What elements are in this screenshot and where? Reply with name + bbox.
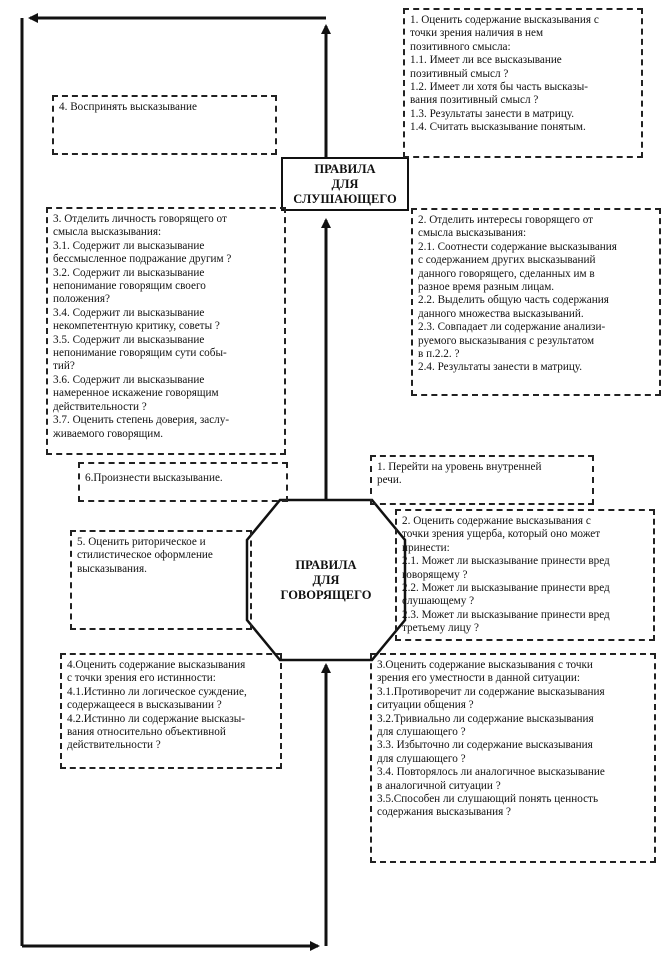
box-line: 4.Оценить содержание высказывания — [67, 659, 246, 671]
box-line: 4. Воспринять высказывание — [59, 101, 197, 113]
box-line: 3.6. Содержит ли высказывание — [53, 373, 205, 386]
box-line: разное время разным лицам. — [418, 281, 555, 294]
listener-title-line: ДЛЯ — [331, 176, 359, 191]
box-line: вания позитивный смысл ? — [410, 94, 539, 107]
box-line: 2.2. Выделить общую часть содержания — [418, 294, 609, 307]
speaker-step-1-box — [370, 455, 594, 505]
speaker-rules-title — [252, 540, 400, 620]
box-line: для слушающего ? — [377, 752, 466, 765]
box-line: непонимание говорящим своего — [53, 280, 206, 293]
box-line: 3.2.Тривиально ли содержание высказывания — [377, 712, 594, 725]
box-line: 3.1.Противоречит ли содержание высказывания — [377, 685, 605, 698]
box-line: 3.5.Способен ли слушающий понять ценность — [377, 793, 599, 806]
box-line: 3.2. Содержит ли высказывание — [53, 266, 205, 279]
box-line: 1.1. Имеет ли все высказывание — [410, 54, 562, 67]
box-line: 1.2. Имеет ли хотя бы часть высказы- — [410, 81, 589, 94]
box-line: 5. Оценить риторическое и — [77, 536, 206, 548]
box-line: содержащееся в высказывании ? — [67, 699, 222, 712]
box-line: точки зрения наличия в нем — [410, 27, 544, 40]
box-line: в аналогичной ситуации ? — [377, 779, 501, 792]
box-line: 2.1. Может ли высказывание принести вред — [402, 555, 610, 568]
box-line: 3.3. Избыточно ли содержание высказывания — [377, 739, 593, 752]
box-line: зрения его уместности в данной ситуации: — [377, 672, 580, 685]
box-line: ситуации общения ? — [377, 699, 474, 712]
box-line: 3.5. Содержит ли высказывание — [53, 333, 205, 346]
box-line: с содержанием других высказываний — [418, 254, 596, 267]
box-line: слушающему ? — [402, 595, 475, 608]
box-line: 2. Отделить интересы говорящего от — [418, 214, 594, 226]
listener-step-1-box — [403, 8, 643, 158]
speaker-title-line: ГОВОРЯЩЕГО — [280, 587, 372, 602]
speaker-title-line: ДЛЯ — [312, 572, 340, 587]
listener-step-4-box — [52, 95, 277, 155]
box-line: речи. — [377, 474, 402, 487]
box-line: 4.2.Истинно ли содержание высказы- — [67, 712, 246, 725]
speaker-step-4-box — [60, 653, 282, 769]
box-line: 2.3. Может ли высказывание принести вред — [402, 608, 610, 621]
speaker-step-5-box — [70, 530, 252, 630]
box-line: 2.1. Соотнести содержание высказывания — [418, 240, 617, 253]
box-line: непонимание говорящим сути собы- — [53, 347, 227, 360]
box-line: руемого высказывания с результатом — [418, 334, 595, 347]
box-line: 1.4. Считать высказывание понятым. — [410, 121, 586, 134]
box-line: данного говорящего, сделанных им в — [418, 267, 595, 280]
box-line: высказывания. — [77, 562, 147, 575]
listener-step-3-box — [46, 207, 286, 455]
box-line: позитивный смысл ? — [410, 67, 509, 80]
box-line: действительности ? — [53, 400, 147, 413]
box-line: бессмысленное подражание другим ? — [53, 253, 232, 266]
box-line: 3.Оценить содержание высказывания с точки — [377, 659, 593, 671]
box-line: смысла высказывания: — [53, 226, 162, 239]
box-line: содержания высказывания ? — [377, 806, 512, 819]
box-line: позитивного смысла: — [410, 40, 511, 53]
box-line: положения? — [53, 293, 110, 306]
box-line: для слушающего ? — [377, 726, 466, 739]
box-line: 2.2. Может ли высказывание принести вред — [402, 582, 610, 595]
box-line: 3.4. Повторялось ли аналогичное высказывание — [377, 766, 605, 779]
box-line: живаемого говорящим. — [53, 427, 164, 440]
box-line: 3.4. Содержит ли высказывание — [53, 306, 205, 319]
listener-rules-title — [281, 157, 409, 211]
box-line: 1. Перейти на уровень внутренней — [377, 461, 542, 473]
box-line: 4.1.Истинно ли логическое суждение, — [67, 685, 247, 698]
box-line: 1. Оценить содержание высказывания с — [410, 14, 599, 26]
listener-title-line: ПРАВИЛА — [314, 161, 376, 176]
speaker-title-line: ПРАВИЛА — [295, 557, 357, 572]
box-line: с точки зрения его истинности: — [67, 672, 216, 685]
box-line: действительности ? — [67, 739, 161, 752]
box-line: 6.Произнести высказывание. — [85, 472, 223, 484]
box-line: 3.1. Содержит ли высказывание — [53, 239, 205, 252]
box-line: 2.4. Результаты занести в матрицу. — [418, 361, 583, 374]
box-line: третьему лицу ? — [402, 622, 479, 635]
listener-title-line: СЛУШАЮЩЕГО — [293, 191, 397, 206]
box-line: вания относительно объективной — [67, 726, 226, 739]
box-line: принести: — [402, 541, 450, 554]
box-line: 2.3. Совпадает ли содержание анализи- — [418, 321, 606, 334]
box-line: 2. Оценить содержание высказывания с — [402, 515, 591, 527]
box-line: смысла высказывания: — [418, 227, 527, 240]
box-line: некомпетентную критику, советы ? — [53, 320, 220, 333]
box-line: в п.2.2. ? — [418, 348, 460, 361]
listener-step-2-box — [411, 208, 661, 396]
box-line: тий? — [53, 360, 75, 373]
box-line: 1.3. Результаты занести в матрицу. — [410, 107, 575, 120]
box-line: 3. Отделить личность говорящего от — [53, 213, 227, 225]
box-line: намеренное искажение говорящим — [53, 387, 219, 400]
speaker-step-6-box — [78, 462, 288, 502]
speaker-step-2-box — [395, 509, 655, 641]
box-line: стилистическое оформление — [77, 549, 213, 562]
box-line: данного множества высказываний. — [418, 307, 584, 320]
box-line: 3.7. Оценить степень доверия, заслу- — [53, 414, 230, 427]
box-line: говорящему ? — [402, 568, 468, 581]
speaker-step-3-box — [370, 653, 656, 863]
box-line: точки зрения ущерба, который оно может — [402, 528, 601, 541]
